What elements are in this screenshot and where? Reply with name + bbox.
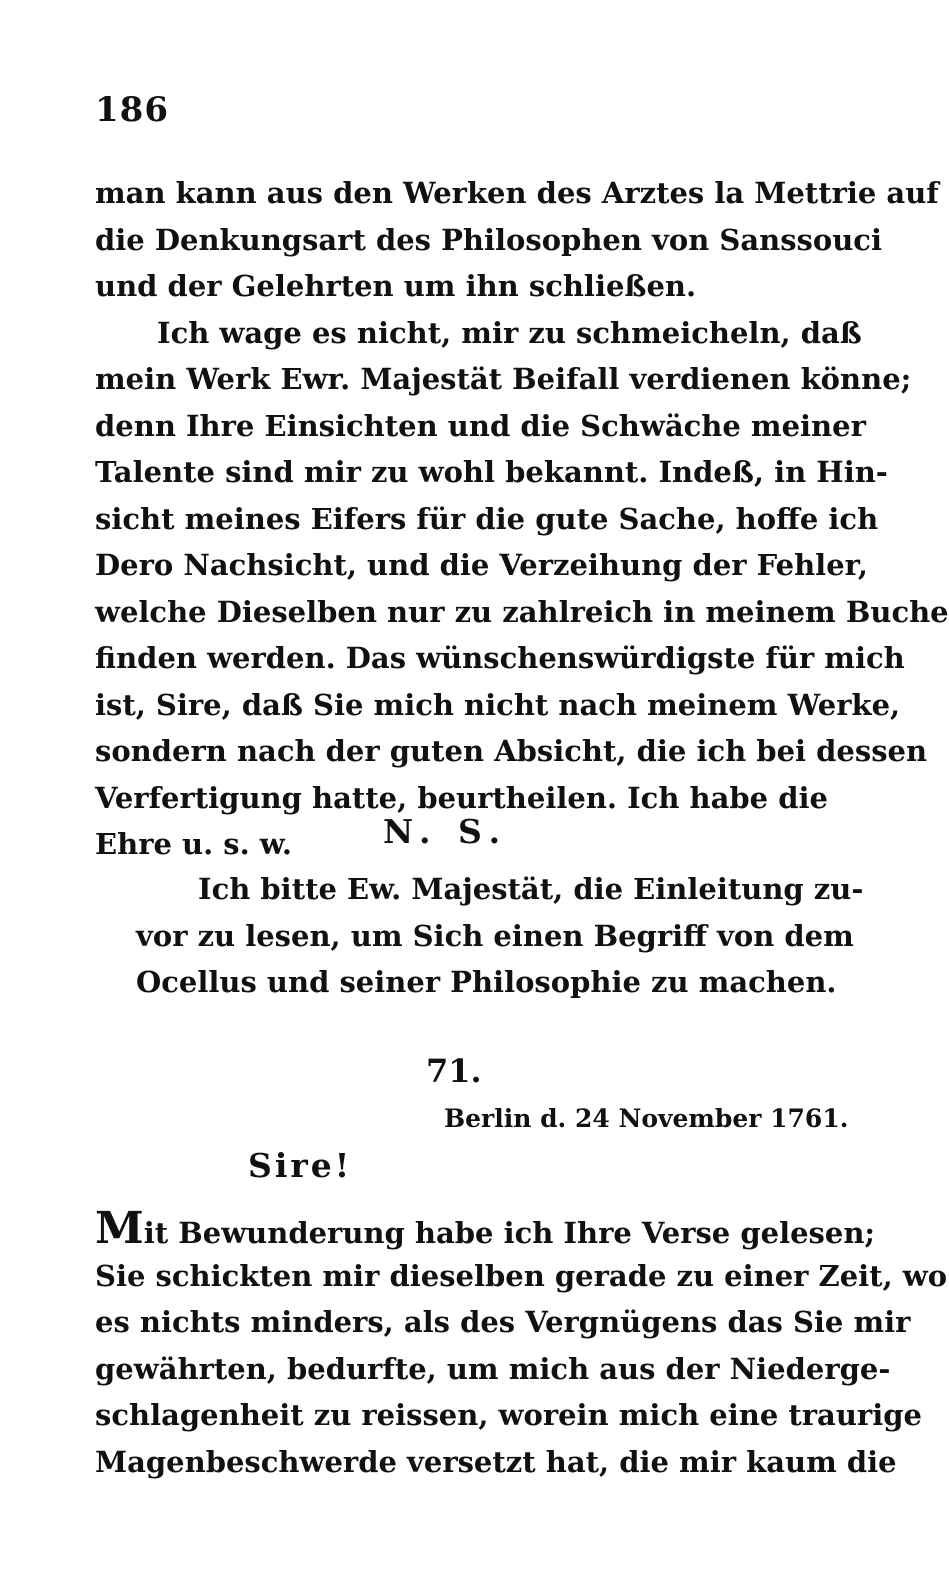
text-line: it Bewunderung habe ich Ihre Verse gelesen;	[143, 1216, 876, 1250]
text-line: welche Dieselben nur zu zahlreich in meinem Buche	[95, 594, 949, 629]
text-line: gewährten, bedurfte, um mich aus der Niederge-	[95, 1351, 891, 1386]
text-line: Talente sind mir zu wohl bekannt. Indeß, in Hin-	[95, 455, 888, 489]
drop-cap: M	[95, 1203, 144, 1254]
text-line: sicht meines Eifers für die gute Sache, hoffe ich	[95, 501, 879, 536]
text-line: Sie schickten mir dieselben gerade zu einer Zeit, wo	[95, 1258, 948, 1293]
text-line: sondern nach der guten Absicht, die ich bei dessen	[95, 734, 928, 768]
text-line: schlagenheit zu reissen, worein mich eine traurige	[95, 1398, 922, 1432]
text-line: denn Ihre Einsichten und die Schwäche meiner	[95, 408, 866, 443]
text-line: Verfertigung hatte, beurtheilen. Ich habe die	[95, 780, 828, 815]
text-line: finden werden. Das wünschenswürdigste für mich	[95, 641, 905, 675]
text-line: mein Werk Ewr. Majestät Beifall verdienen könne;	[95, 362, 912, 396]
postscript-text	[136, 866, 864, 1006]
text-line: Magenbeschwerde versetzt hat, die mir kaum die	[95, 1444, 897, 1479]
signature: N. S.	[383, 812, 509, 851]
text-line: vor zu lesen, um Sich einen Begriff von dem	[136, 918, 854, 953]
text-line: die Denkungsart des Philosophen von Sanssouci	[95, 222, 882, 257]
letter-text	[95, 1203, 948, 1485]
page-number: 186	[95, 90, 169, 130]
text-line: Ich wage es nicht, mir zu schmeicheln, daß	[157, 315, 862, 350]
text-line: und der Gelehrten um ihn schließen.	[95, 269, 697, 303]
text-line: ist, Sire, daß Sie mich nicht nach meinem Werke,	[95, 687, 901, 722]
text-line-with-dropcap	[95, 1203, 876, 1254]
text-line: es nichts minders, als des Vergnügens das Sie mir	[95, 1305, 911, 1339]
text-line: Dero Nachsicht, und die Verzeihung der Fehler,	[95, 548, 868, 582]
letter-body-text	[95, 170, 949, 868]
date-line: Berlin d. 24 November 1761.	[444, 1104, 849, 1133]
text-line: Ich bitte Ew. Majestät, die Einleitung zu-	[198, 872, 864, 906]
text-line: Ehre u. s. w.	[95, 827, 292, 861]
salutation: Sire!	[248, 1146, 353, 1185]
text-line: Ocellus und seiner Philosophie zu machen.	[136, 965, 837, 999]
text-line: man kann aus den Werken des Arztes la Mettrie auf	[95, 176, 939, 210]
letter-number: 71.	[426, 1052, 482, 1090]
